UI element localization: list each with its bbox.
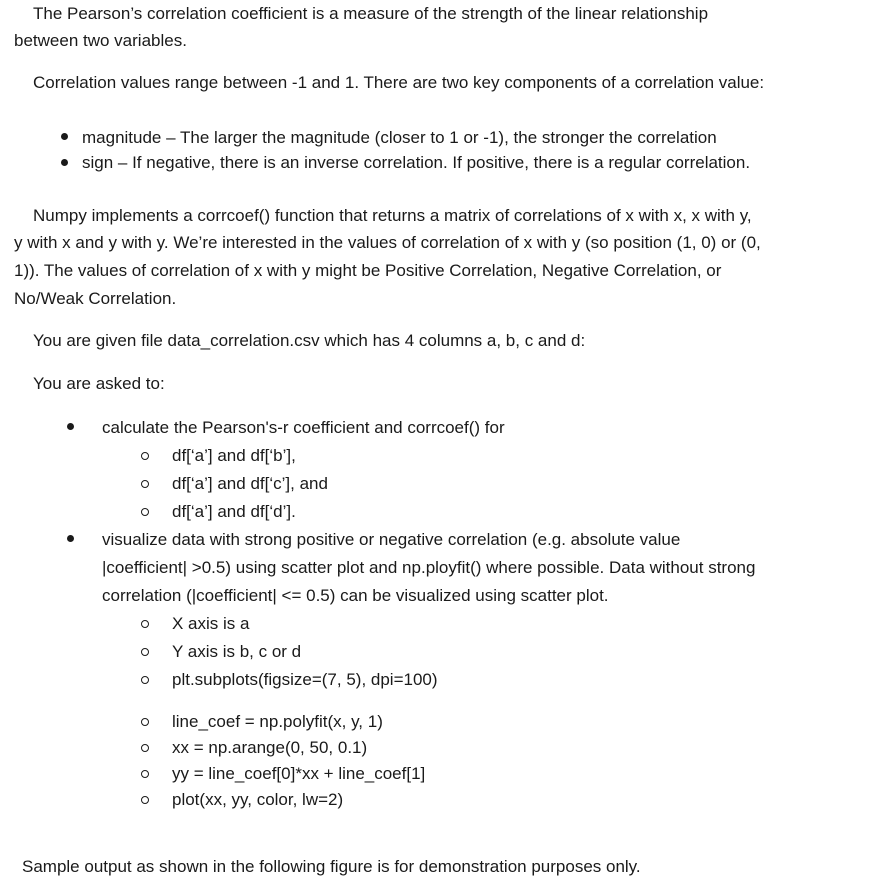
code-plot: plot(xx, yy, color, lw=2) [172, 790, 344, 809]
numpy-line-3: 1)). The values of correlation of x with y might be Positive Correlation, Negative Correlation, or [14, 261, 722, 280]
task-visualize-line-3: correlation (|coefficient| <= 0.5) can be visualized using scatter plot. [102, 586, 609, 605]
component-sign: sign – If negative, there is an inverse correlation. If positive, there is a regular correlation. [82, 153, 751, 172]
bullet-icon [67, 423, 74, 430]
numpy-line-2: y with x and y with y. We’re interested in the values of correlation of x with y (so position (1, 0) or (0, [14, 233, 761, 252]
sub-bullet-icon [141, 744, 149, 752]
numpy-line-1: Numpy implements a corrcoef() function that returns a matrix of correlations of x with x, x with y, [33, 206, 752, 225]
code-yy: yy = line_coef[0]*xx + line_coef[1] [172, 764, 426, 783]
sub-bullet-icon [141, 676, 149, 684]
sub-bullet-icon [141, 480, 149, 488]
code-arange: xx = np.arange(0, 50, 0.1) [172, 738, 368, 757]
sub-bullet-icon [141, 770, 149, 778]
sub-bullet-icon [141, 620, 149, 628]
asked-heading: You are asked to: [33, 374, 165, 393]
viz-subplots: plt.subplots(figsize=(7, 5), dpi=100) [172, 670, 438, 689]
code-polyfit: line_coef = np.polyfit(x, y, 1) [172, 712, 383, 731]
viz-x-axis: X axis is a [172, 614, 250, 633]
intro-line-2: between two variables. [14, 31, 187, 50]
numpy-line-4: No/Weak Correlation. [14, 289, 177, 308]
pair-a-d: df[‘a’] and df[‘d’]. [172, 502, 296, 521]
sub-bullet-icon [141, 648, 149, 656]
sample-output-note: Sample output as shown in the following figure is for demonstration purposes only. [22, 857, 641, 876]
task-calculate: calculate the Pearson's-r coefficient and corrcoef() for [102, 418, 505, 437]
sub-bullet-icon [141, 796, 149, 804]
intro-line-1: The Pearson’s correlation coefficient is a measure of the strength of the linear relationship [33, 4, 709, 23]
bullet-icon [61, 133, 68, 140]
task-visualize-line-2: |coefficient| >0.5) using scatter plot and np.ployfit() where possible. Data without strong [102, 558, 756, 577]
component-magnitude: magnitude – The larger the magnitude (closer to 1 or -1), the stronger the correlation [82, 128, 717, 147]
bullet-icon [67, 535, 74, 542]
bullet-icon [61, 159, 68, 166]
viz-y-axis: Y axis is b, c or d [172, 642, 302, 661]
pair-a-c: df[‘a’] and df[‘c’], and [172, 474, 328, 493]
sub-bullet-icon [141, 452, 149, 460]
sub-bullet-icon [141, 718, 149, 726]
given-file-paragraph: You are given file data_correlation.csv which has 4 columns a, b, c and d: [33, 331, 586, 350]
range-paragraph: Correlation values range between -1 and 1. There are two key components of a correlation value: [33, 73, 765, 92]
sub-bullet-icon [141, 508, 149, 516]
pair-a-b: df[‘a’] and df[‘b’], [172, 446, 296, 465]
task-visualize-line-1: visualize data with strong positive or negative correlation (e.g. absolute value [102, 530, 681, 549]
